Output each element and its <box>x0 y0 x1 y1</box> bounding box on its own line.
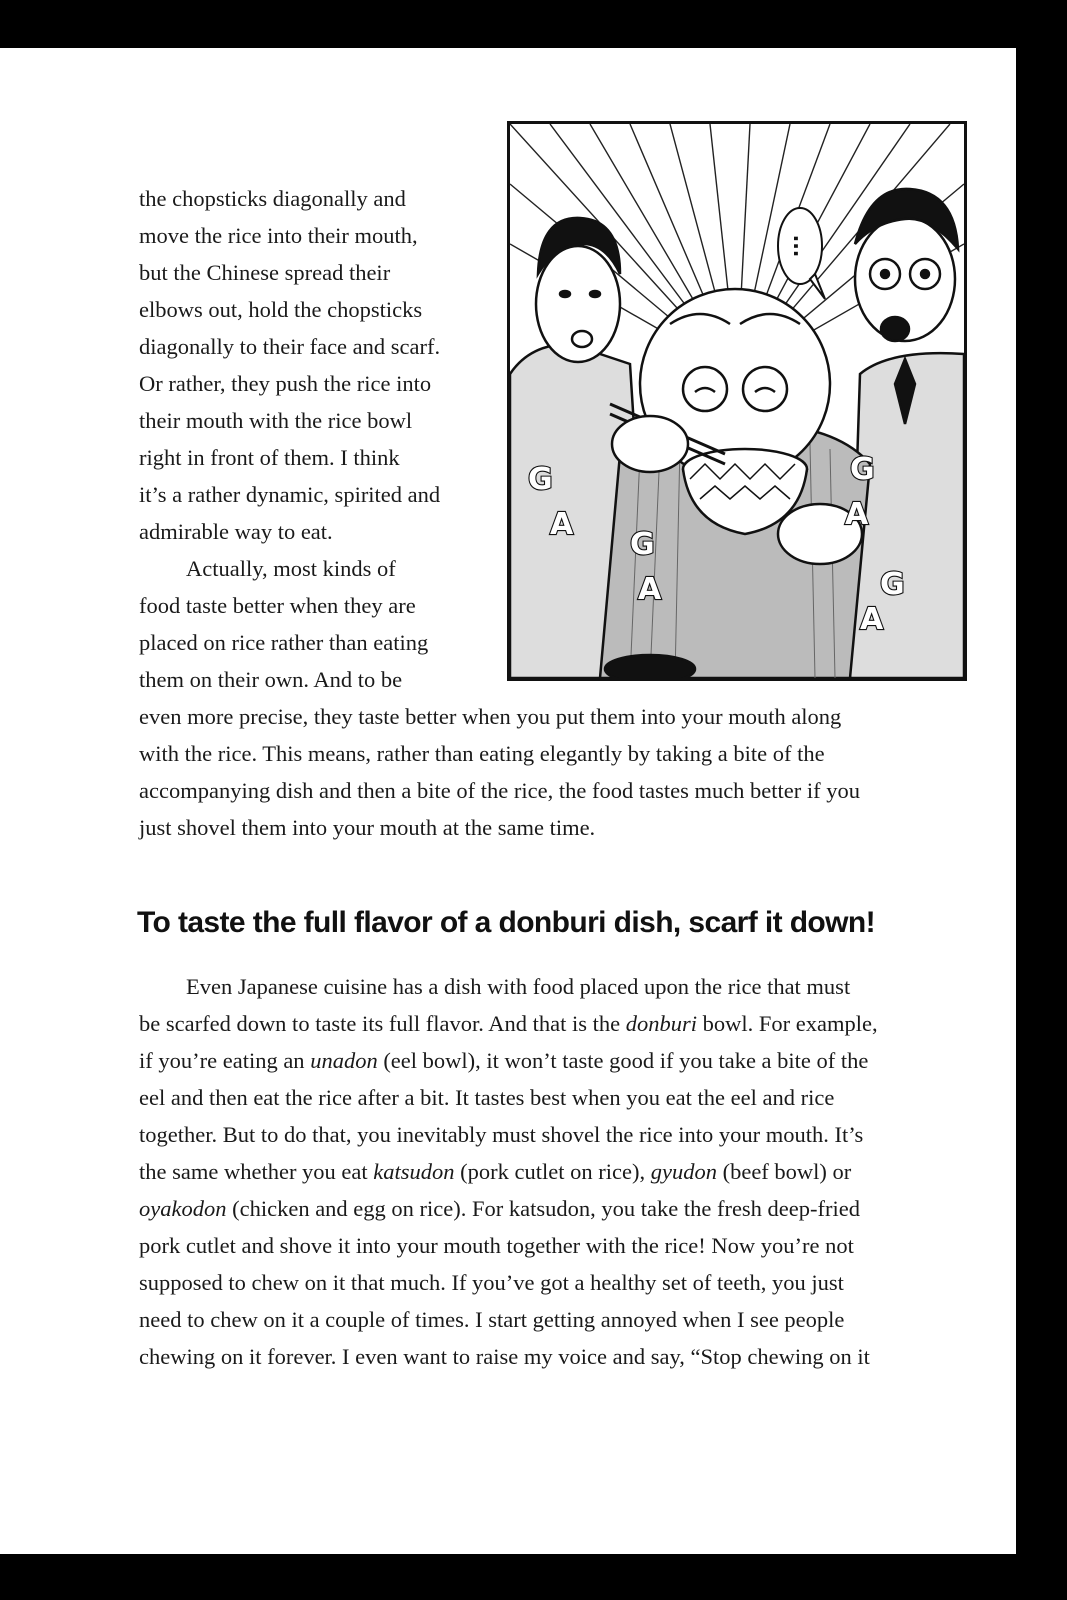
speech-bubble-text: ... <box>789 234 813 258</box>
italic-term: donburi <box>625 1011 698 1036</box>
text-line: but the Chinese spread their <box>139 260 391 285</box>
text-line: it’s a rather dynamic, spirited and <box>139 482 441 507</box>
sfx-letter: A <box>845 497 869 532</box>
text-line <box>139 1013 878 1036</box>
sfx-letter: A <box>638 572 662 607</box>
text-segment: (chicken and egg on rice). For katsudon, you take the fresh deep-fried <box>226 1196 860 1221</box>
italic-term: unadon <box>310 1048 378 1073</box>
sfx-letter: A <box>550 507 574 542</box>
sfx-letter: G <box>880 567 905 602</box>
text-segment: (eel bowl), it won’t taste good if you take a bite of the <box>377 1048 869 1073</box>
text-segment: need to chew on it a couple of times. I start getting annoyed when I see people <box>139 1307 845 1332</box>
text-segment: Even Japanese cuisine has a dish with food placed upon the rice that must <box>186 974 851 999</box>
italic-term: oyakodon <box>139 1196 227 1221</box>
illustration-drawing <box>510 124 964 678</box>
section-heading: To taste the full flavor of a donburi dish, scarf it down! <box>137 906 876 939</box>
text-line: accompanying dish and then a bite of the rice, the food tastes much better if you <box>139 778 861 803</box>
text-segment: together. But to do that, you inevitably must shovel the rice into your mouth. It’s <box>139 1122 864 1147</box>
speech-bubble <box>778 208 825 299</box>
text-line: even more precise, they taste better when you put them into your mouth along <box>139 704 842 729</box>
text-line: right in front of them. I think <box>139 445 400 470</box>
text-segment: be scarfed down to taste its full flavor. And that is the <box>139 1011 626 1036</box>
text-line <box>139 1309 844 1332</box>
text-line: with the rice. This means, rather than eating elegantly by taking a bite of the <box>139 741 825 766</box>
text-segment: pork cutlet and shove it into your mouth together with the rice! Now you’re not <box>139 1233 854 1258</box>
text-line <box>139 1198 860 1221</box>
text-line: diagonally to their face and scarf. <box>139 334 441 359</box>
text-segment: supposed to chew on it that much. If you’ve got a healthy set of teeth, you just <box>139 1270 844 1295</box>
text-line: elbows out, hold the chopsticks <box>139 297 423 322</box>
italic-term: katsudon <box>373 1159 455 1184</box>
text-line: admirable way to eat. <box>139 519 333 544</box>
text-line <box>139 1161 851 1184</box>
text-segment: (pork cutlet on rice), <box>454 1159 651 1184</box>
sfx-letter: G <box>528 462 553 497</box>
text-line <box>139 1272 844 1295</box>
text-line <box>139 1124 863 1147</box>
text-line: Or rather, they push the rice into <box>139 371 432 396</box>
text-line: move the rice into their mouth, <box>139 223 418 248</box>
sfx-letter: G <box>850 452 875 487</box>
text-line: food taste better when they are <box>139 593 416 618</box>
manga-illustration <box>507 121 967 681</box>
italic-term: gyudon <box>650 1159 717 1184</box>
book-page <box>0 48 1016 1554</box>
text-segment: (beef bowl) or <box>716 1159 852 1184</box>
sfx-letter: A <box>860 602 884 637</box>
text-line <box>139 1235 854 1258</box>
sfx-letter: G <box>630 527 655 562</box>
text-segment: if you’re eating an <box>139 1048 311 1073</box>
text-line: just shovel them into your mouth at the same time. <box>139 815 596 840</box>
text-line: placed on rice rather than eating <box>139 630 429 655</box>
text-line: their mouth with the rice bowl <box>139 408 413 433</box>
text-line <box>186 976 850 999</box>
text-line <box>139 1087 834 1110</box>
text-segment: chewing on it forever. I even want to raise my voice and say, “Stop chewing on it <box>139 1344 870 1369</box>
text-segment: eel and then eat the rice after a bit. It tastes best when you eat the eel and rice <box>139 1085 835 1110</box>
bald-man <box>600 289 870 678</box>
text-segment: bowl. For example, <box>697 1011 878 1036</box>
text-segment: the same whether you eat <box>139 1159 374 1184</box>
text-line: Actually, most kinds of <box>186 556 396 581</box>
text-line: them on their own. And to be <box>139 667 403 692</box>
text-line <box>139 1346 870 1369</box>
text-line: the chopsticks diagonally and <box>139 186 406 211</box>
text-line <box>139 1050 868 1073</box>
